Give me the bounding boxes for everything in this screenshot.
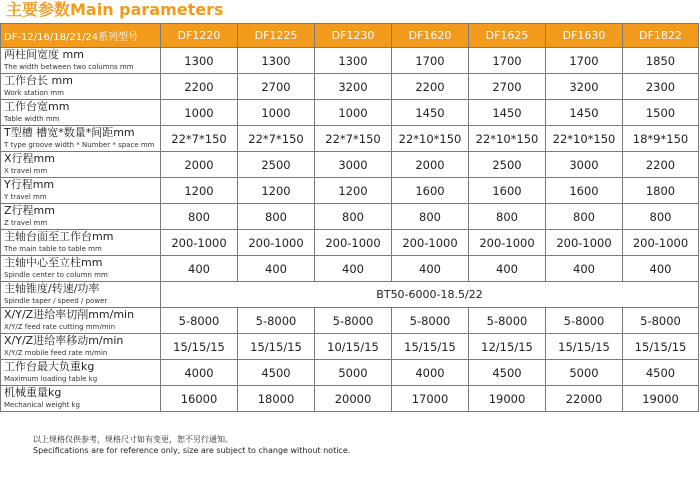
spec-value: 1300 — [161, 48, 238, 74]
spec-value: 200-1000 — [238, 230, 315, 256]
spec-value: 200-1000 — [623, 230, 699, 256]
spec-label-cn: 主轴中心至立柱mm — [4, 256, 103, 269]
spec-value: 1700 — [392, 48, 469, 74]
spec-value: 400 — [315, 256, 392, 282]
spec-value: 4000 — [392, 360, 469, 386]
spec-row — [1, 152, 699, 178]
spec-row — [1, 178, 699, 204]
spec-label-en: X/Y/Z feed rate cutting mm/min — [4, 323, 116, 331]
spec-label — [1, 204, 161, 230]
model-header-df1225: DF1225 — [238, 24, 315, 48]
spec-value: 15/15/15 — [161, 334, 238, 360]
spec-value: 5-8000 — [392, 308, 469, 334]
spec-value: 12/15/15 — [469, 334, 546, 360]
spec-label-en: Work station mm — [4, 89, 64, 97]
spec-row — [1, 48, 699, 74]
spec-label-en: Y travel mm — [4, 193, 47, 201]
spec-value: 19000 — [623, 386, 699, 412]
spec-value: 4500 — [623, 360, 699, 386]
spec-label-cn: T型槽 槽宽*数量*间距mm — [4, 126, 135, 139]
spec-value: 200-1000 — [392, 230, 469, 256]
spec-value: 400 — [392, 256, 469, 282]
spec-value: 1000 — [238, 100, 315, 126]
spec-value: 1450 — [469, 100, 546, 126]
spec-value: 19000 — [469, 386, 546, 412]
spec-label-cn: 主轴锥度/转速/功率 — [4, 282, 100, 295]
spec-value: 1600 — [392, 178, 469, 204]
spec-value: 15/15/15 — [623, 334, 699, 360]
spec-value: 22*10*150 — [546, 126, 623, 152]
spec-row — [1, 308, 699, 334]
spec-value: 1500 — [623, 100, 699, 126]
spec-value: 18*9*150 — [623, 126, 699, 152]
spec-label-en: Spindle taper / speed / power — [4, 297, 108, 305]
spec-label-cn: 主轴台面至工作台mm — [4, 230, 114, 243]
spec-label-en: T type groove width * Number * space mm — [4, 141, 155, 149]
spec-value: 200-1000 — [161, 230, 238, 256]
spec-row — [1, 386, 699, 412]
spec-value: 1300 — [315, 48, 392, 74]
spec-value: 2500 — [238, 152, 315, 178]
spec-value: 1200 — [161, 178, 238, 204]
spec-row — [1, 360, 699, 386]
spec-label-cn: 工作台最大负重kg — [4, 360, 95, 373]
spec-value: 2000 — [161, 152, 238, 178]
spec-label-cn: Y行程mm — [4, 178, 55, 191]
spec-label — [1, 334, 161, 360]
spec-label-cn: 机械重量kg — [4, 386, 62, 399]
spec-value: 5-8000 — [623, 308, 699, 334]
spec-value: 800 — [546, 204, 623, 230]
spec-value: 2200 — [161, 74, 238, 100]
spec-label — [1, 74, 161, 100]
spec-value: 15/15/15 — [392, 334, 469, 360]
model-header-df1625: DF1625 — [469, 24, 546, 48]
spec-label — [1, 100, 161, 126]
spec-value: 3200 — [315, 74, 392, 100]
spec-label — [1, 178, 161, 204]
spec-value: 18000 — [238, 386, 315, 412]
spec-value: 1700 — [546, 48, 623, 74]
spec-value: 2200 — [392, 74, 469, 100]
spec-value: 400 — [623, 256, 699, 282]
spec-label — [1, 152, 161, 178]
spec-value: 5-8000 — [238, 308, 315, 334]
spec-row — [1, 334, 699, 360]
spec-value: 2700 — [238, 74, 315, 100]
spec-value: 3000 — [546, 152, 623, 178]
spec-value: 4500 — [238, 360, 315, 386]
spec-value: 4500 — [469, 360, 546, 386]
spec-label-en: The width between two columns mm — [4, 63, 134, 71]
spec-value: 1850 — [623, 48, 699, 74]
spec-row — [1, 256, 699, 282]
spec-value: 1800 — [623, 178, 699, 204]
footnote-cn: 以上规格仅供参考，规格尺寸如有变更，恕不另行通知。 — [33, 435, 233, 444]
spec-label-en: Z travel mm — [4, 219, 48, 227]
spec-label-cn: 工作台长 mm — [4, 74, 73, 87]
spec-value: 200-1000 — [315, 230, 392, 256]
spec-value: 800 — [392, 204, 469, 230]
spec-value: 16000 — [161, 386, 238, 412]
spec-value: 15/15/15 — [546, 334, 623, 360]
spec-value: 1600 — [546, 178, 623, 204]
spec-label-cn: X/Y/Z进给率移动m/min — [4, 334, 124, 347]
spec-value: 17000 — [392, 386, 469, 412]
model-header-df1620: DF1620 — [392, 24, 469, 48]
spec-label-en: Spindle center to column mm — [4, 271, 108, 279]
spec-label-cn: 工作台宽mm — [4, 100, 70, 113]
spec-value: 2700 — [469, 74, 546, 100]
spec-row — [1, 100, 699, 126]
spec-value: 22*7*150 — [161, 126, 238, 152]
spec-value: 2300 — [623, 74, 699, 100]
spec-value: 400 — [238, 256, 315, 282]
model-header-df1630: DF1630 — [546, 24, 623, 48]
spec-value: 15/15/15 — [238, 334, 315, 360]
spec-value: 20000 — [315, 386, 392, 412]
spec-label-en: Table width mm — [4, 115, 60, 123]
spec-value: 5-8000 — [161, 308, 238, 334]
spec-value: 1450 — [546, 100, 623, 126]
footnote-en: Specifications are for reference only, size are subject to change without notice. — [33, 446, 351, 455]
spec-value: 5-8000 — [315, 308, 392, 334]
spec-value: 4000 — [161, 360, 238, 386]
spec-value: 800 — [161, 204, 238, 230]
model-header-df1822: DF1822 — [623, 24, 699, 48]
spec-label — [1, 126, 161, 152]
spec-value: 22*7*150 — [315, 126, 392, 152]
spec-value: 5000 — [315, 360, 392, 386]
spec-value: 2000 — [392, 152, 469, 178]
spec-label-cn: Z行程mm — [4, 204, 55, 217]
spec-value: 22*7*150 — [238, 126, 315, 152]
spec-row — [1, 204, 699, 230]
spec-value: 800 — [623, 204, 699, 230]
spec-row — [1, 282, 699, 308]
spec-label-en: Maximum loading table kg — [4, 375, 98, 383]
spec-value: 400 — [546, 256, 623, 282]
spec-value: 800 — [315, 204, 392, 230]
spec-value: 22*10*150 — [392, 126, 469, 152]
spec-row — [1, 230, 699, 256]
spec-value: 5-8000 — [469, 308, 546, 334]
spec-value: 10/15/15 — [315, 334, 392, 360]
spec-label-en: X/Y/Z mobile feed rate m/min — [4, 349, 108, 357]
spec-value: 3000 — [315, 152, 392, 178]
spec-value: 1450 — [392, 100, 469, 126]
spec-value: 400 — [161, 256, 238, 282]
spec-label-en: The main table to table mm — [4, 245, 102, 253]
spec-row — [1, 74, 699, 100]
spec-value: 1000 — [315, 100, 392, 126]
spec-label — [1, 230, 161, 256]
spec-body — [1, 48, 699, 412]
spec-value: 5000 — [546, 360, 623, 386]
spec-label — [1, 360, 161, 386]
spec-label — [1, 308, 161, 334]
spec-value: 1000 — [161, 100, 238, 126]
spec-value: 5-8000 — [546, 308, 623, 334]
spec-label — [1, 48, 161, 74]
spec-label-en: X travel mm — [4, 167, 48, 175]
spec-value: 400 — [469, 256, 546, 282]
spec-value: 1200 — [315, 178, 392, 204]
spec-table — [0, 23, 699, 412]
spec-value: 22*10*150 — [469, 126, 546, 152]
spec-value-merged: BT50-6000-18.5/22 — [161, 282, 699, 308]
spec-value: 200-1000 — [469, 230, 546, 256]
spec-value: 1300 — [238, 48, 315, 74]
model-header-df1230: DF1230 — [315, 24, 392, 48]
model-series-header: DF-12/16/18/21/24系列型号 — [1, 24, 161, 48]
model-header-df1220: DF1220 — [161, 24, 238, 48]
spec-label — [1, 386, 161, 412]
spec-label-cn: X行程mm — [4, 152, 55, 165]
page-title: 主要参数Main parameters — [6, 0, 224, 19]
header-row — [1, 24, 699, 48]
spec-value: 1600 — [469, 178, 546, 204]
spec-label-en: Mechanical weight kg — [4, 401, 80, 409]
spec-label-cn: X/Y/Z进给率切削mm/min — [4, 308, 135, 321]
spec-value: 22000 — [546, 386, 623, 412]
spec-value: 3200 — [546, 74, 623, 100]
spec-row — [1, 126, 699, 152]
spec-value: 1700 — [469, 48, 546, 74]
spec-value: 1200 — [238, 178, 315, 204]
spec-label — [1, 282, 161, 308]
spec-value: 800 — [469, 204, 546, 230]
spec-value: 800 — [238, 204, 315, 230]
spec-value: 2500 — [469, 152, 546, 178]
spec-value: 2200 — [623, 152, 699, 178]
footnotes — [33, 434, 350, 456]
spec-label-cn: 两柱间宽度 mm — [4, 48, 84, 61]
spec-value: 200-1000 — [546, 230, 623, 256]
spec-label — [1, 256, 161, 282]
